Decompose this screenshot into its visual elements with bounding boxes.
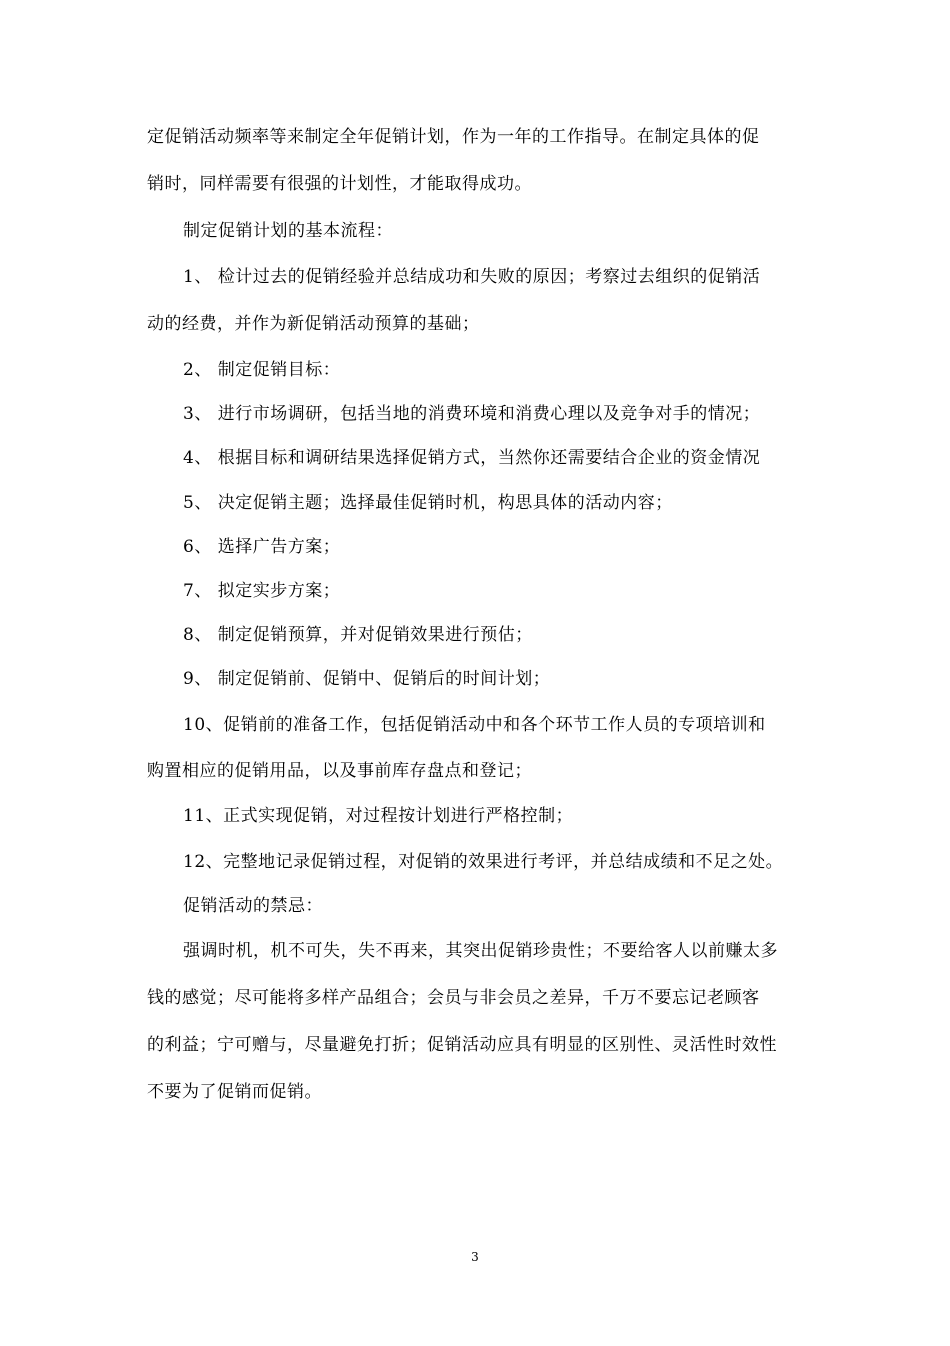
step-7: 7、 拟定实步方案； xyxy=(183,581,341,601)
taboo-line-3: 的利益；宁可赠与，尽量避免打折；促销活动应具有明显的区别性、灵活性时效性 xyxy=(147,1035,777,1055)
taboo-line-2: 钱的感觉；尽可能将多样产品组合；会员与非会员之差异，千万不要忘记老顾客 xyxy=(147,988,760,1008)
step-2: 2、 制定促销目标： xyxy=(183,360,341,380)
intro-line-1: 定促销活动频率等来制定全年促销计划，作为一年的工作指导。在制定具体的促 xyxy=(147,127,760,147)
step-12: 12、完整地记录促销过程，对促销的效果进行考评，并总结成绩和不足之处。 xyxy=(183,852,784,872)
process-heading: 制定促销计划的基本流程： xyxy=(183,221,393,241)
step-10-line-2: 购置相应的促销用品，以及事前库存盘点和登记； xyxy=(147,761,532,781)
step-9: 9、 制定促销前、促销中、促销后的时间计划； xyxy=(183,669,551,689)
step-10-line-1: 10、促销前的准备工作，包括促销活动中和各个环节工作人员的专项培训和 xyxy=(183,715,766,735)
step-1-line-2: 动的经费，并作为新促销活动预算的基础； xyxy=(147,314,480,334)
step-11: 11、正式实现促销，对过程按计划进行严格控制； xyxy=(183,806,574,826)
taboo-line-1: 强调时机，机不可失，失不再来，其突出促销珍贵性；不要给客人以前赚太多 xyxy=(183,941,778,961)
page-number: 3 xyxy=(471,1250,479,1264)
taboo-heading: 促销活动的禁忌： xyxy=(183,896,323,916)
taboo-line-4: 不要为了促销而促销。 xyxy=(147,1082,322,1102)
step-1-line-1: 1、 检计过去的促销经验并总结成功和失败的原因；考察过去组织的促销活 xyxy=(183,267,761,287)
intro-line-2: 销时，同样需要有很强的计划性，才能取得成功。 xyxy=(147,174,532,194)
step-8: 8、 制定促销预算，并对促销效果进行预估； xyxy=(183,625,533,645)
step-4: 4、 根据目标和调研结果选择促销方式，当然你还需要结合企业的资金情况 xyxy=(183,448,761,468)
step-3: 3、 进行市场调研，包括当地的消费环境和消费心理以及竞争对手的情况； xyxy=(183,404,761,424)
step-6: 6、 选择广告方案； xyxy=(183,537,341,557)
step-5: 5、 决定促销主题；选择最佳促销时机，构思具体的活动内容； xyxy=(183,493,673,513)
